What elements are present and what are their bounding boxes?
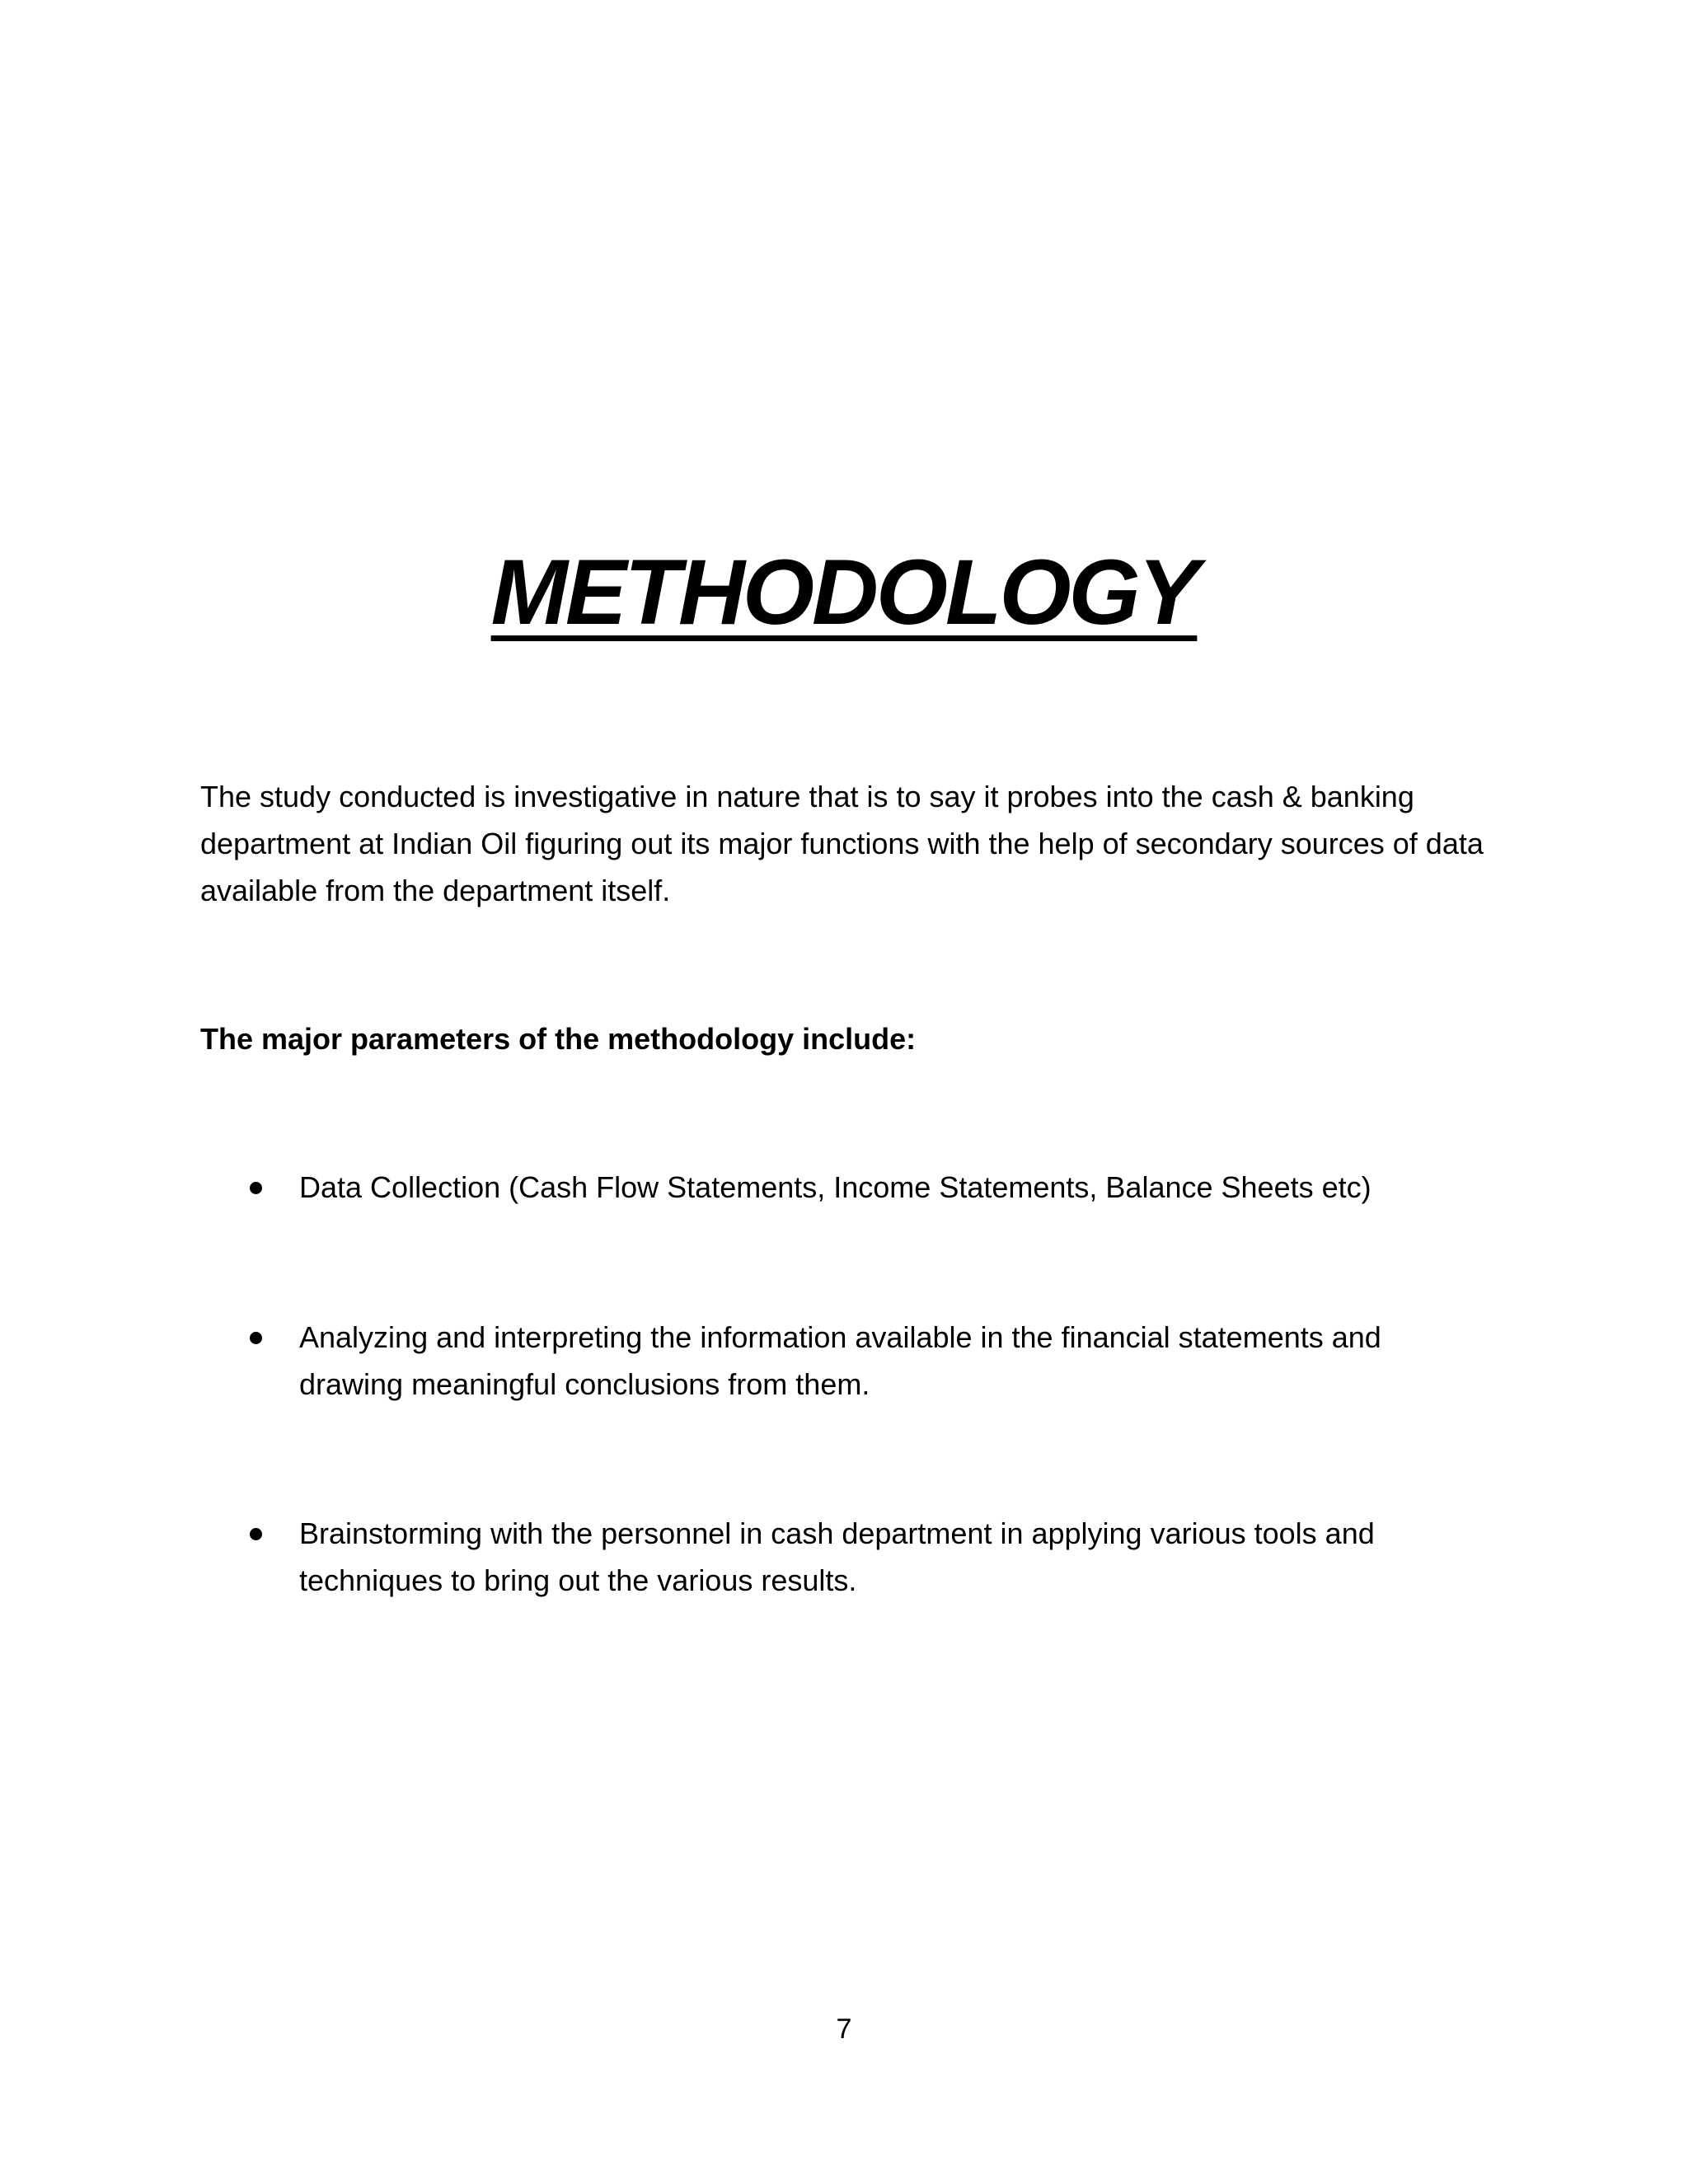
- intro-paragraph: The study conducted is investigative in nature that is to say it probes into the cash & banking department at Indian Oil figuring out its major functions with the help of secondary sources of data available from the department itself.: [200, 780, 1484, 907]
- bullet-icon: [250, 1182, 262, 1194]
- parameters-heading: The major parameters of the methodology include:: [200, 1022, 917, 1056]
- list-item: [250, 1314, 1486, 1408]
- list-item-text: Brainstorming with the personnel in cash department in applying various tools and techniques to bring out the various results.: [299, 1516, 1375, 1597]
- list-item: [250, 1510, 1486, 1604]
- bullet-icon: [250, 1528, 262, 1540]
- page-title: METHODOLOGY: [490, 541, 1198, 644]
- bullet-icon: [250, 1332, 262, 1344]
- list-item: [250, 1164, 1486, 1211]
- list-item-text: Analyzing and interpreting the information available in the financial statements and drawing meaningful conclusions from them.: [299, 1320, 1381, 1401]
- page-number: 7: [836, 2013, 852, 2045]
- list-item-text: Data Collection (Cash Flow Statements, Income Statements, Balance Sheets etc): [299, 1170, 1372, 1204]
